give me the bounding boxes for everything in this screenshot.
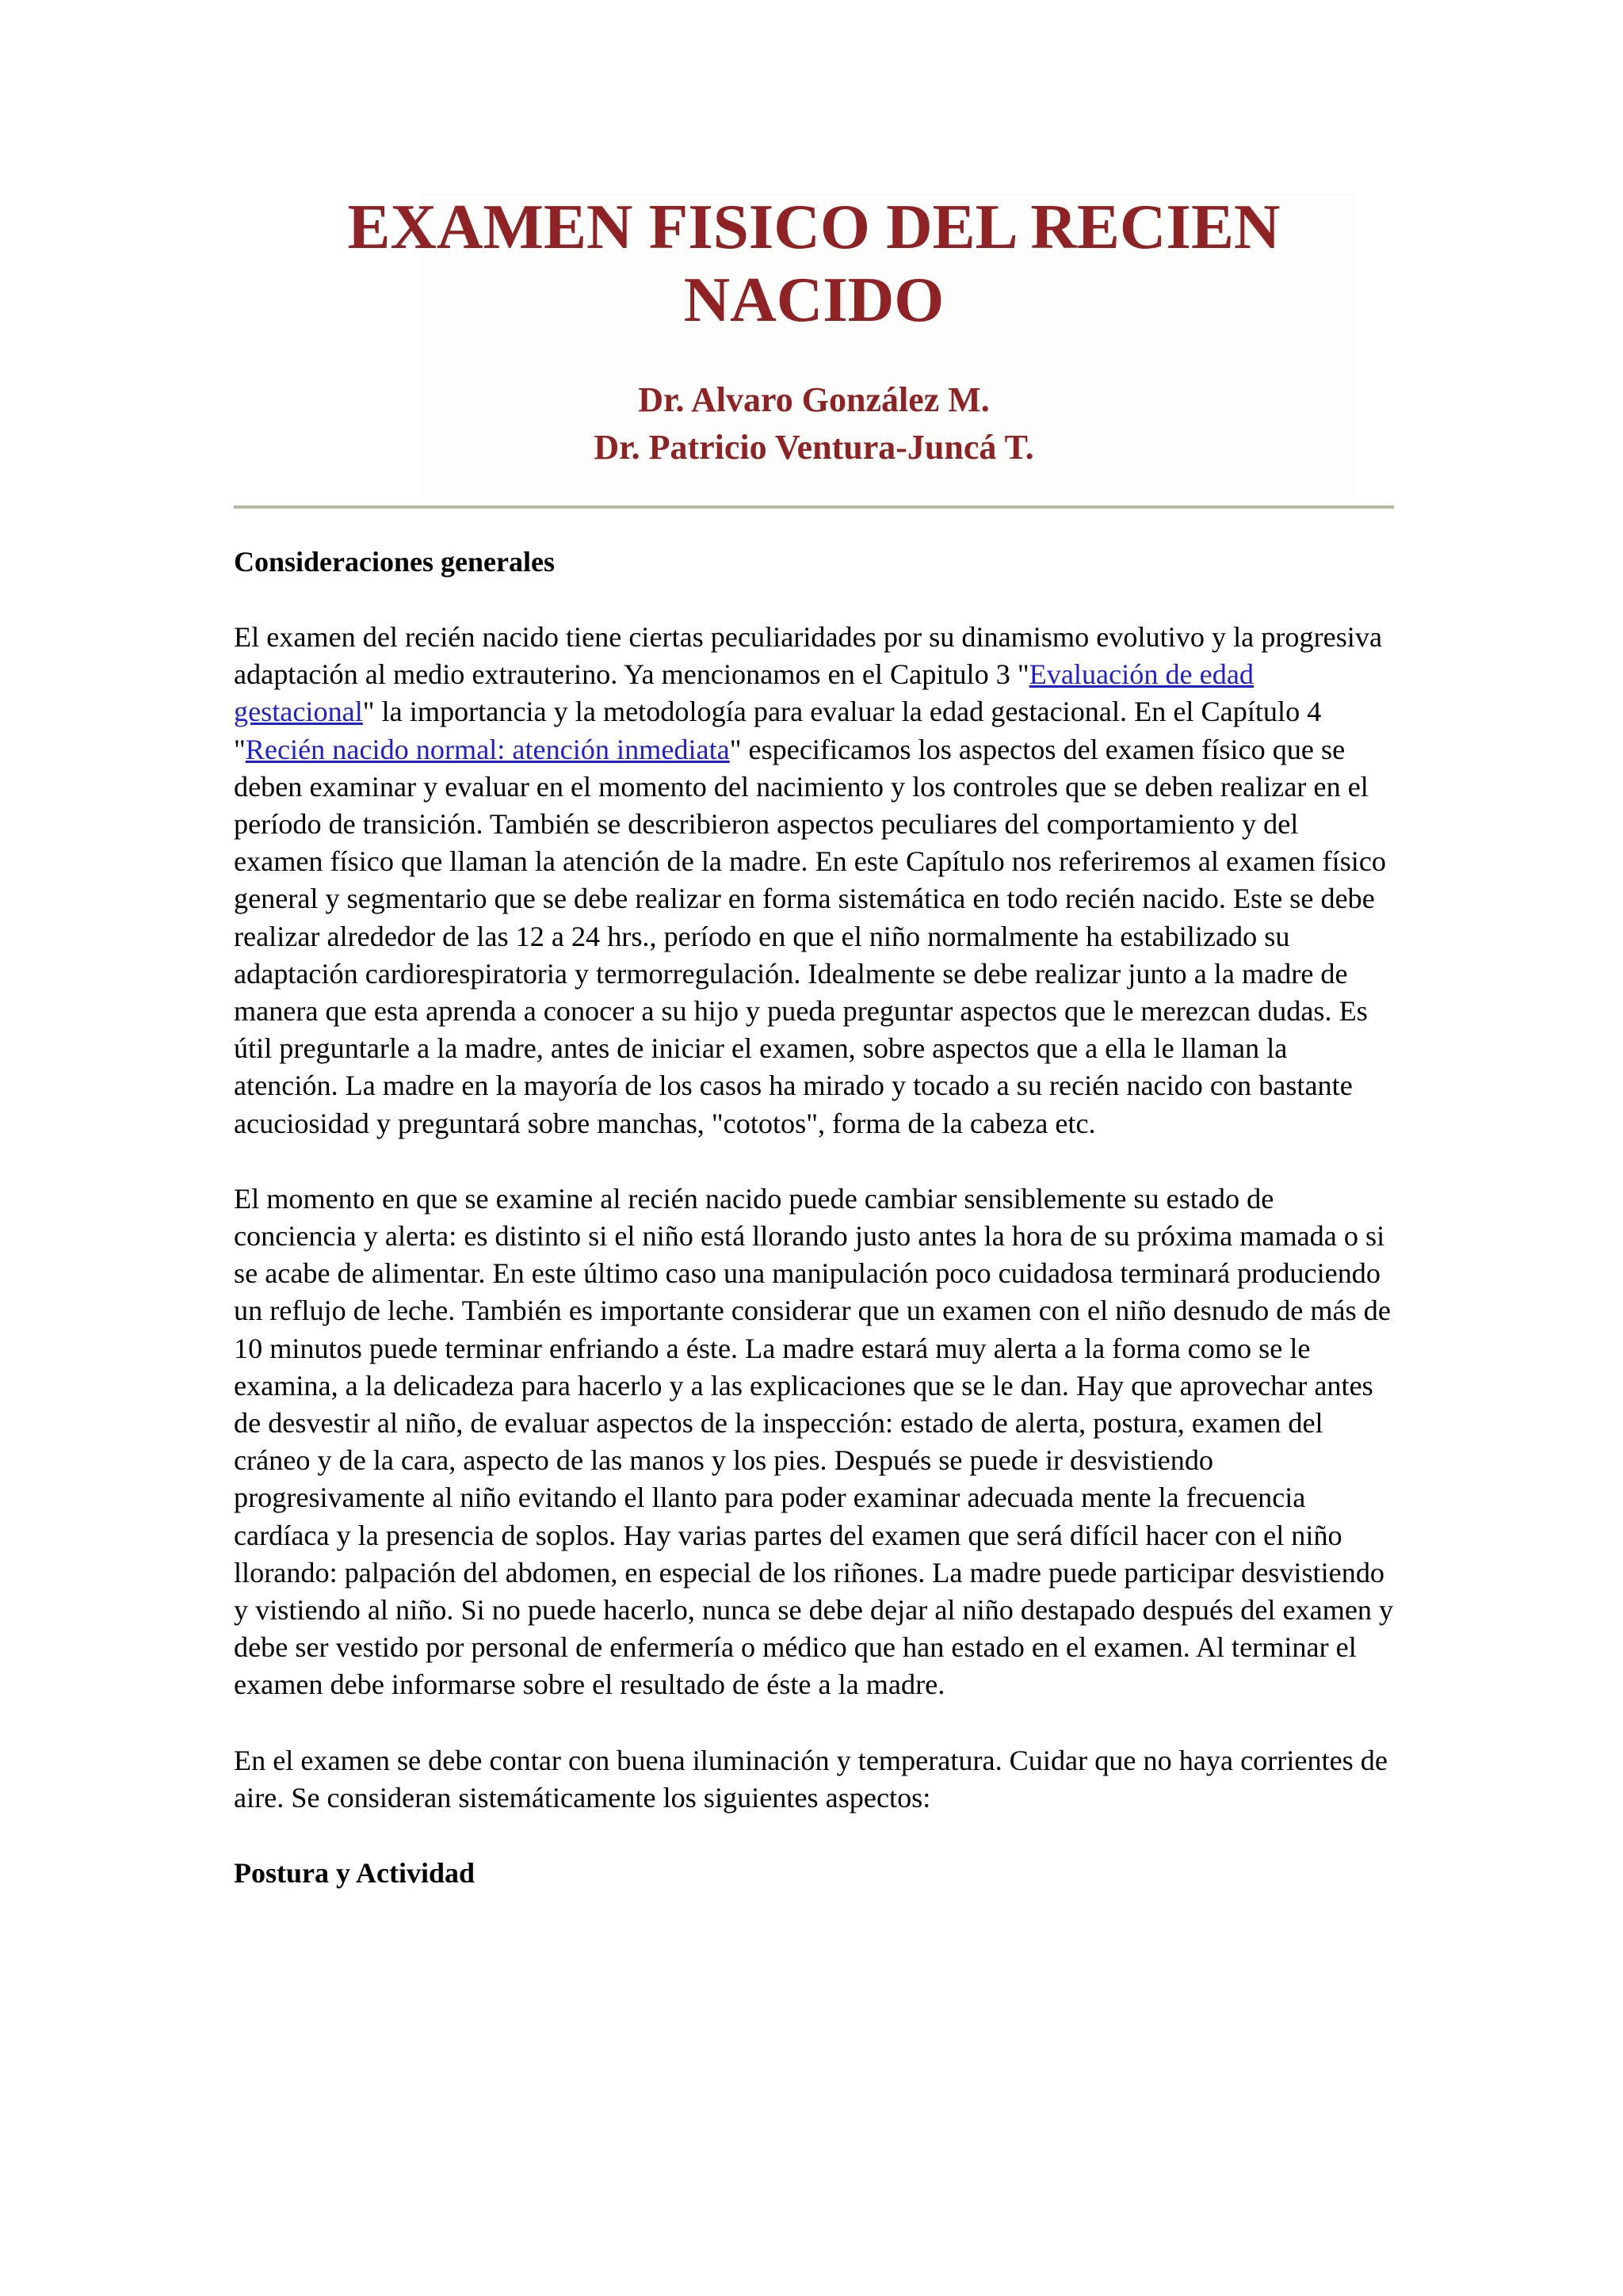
horizontal-divider [234, 505, 1394, 509]
section-heading: Consideraciones generales [234, 546, 555, 578]
page-title: EXAMEN FISICO DEL RECIEN NACIDO [347, 191, 1281, 335]
next-section-heading: Postura y Actividad [234, 1857, 475, 1890]
authors [234, 376, 1394, 471]
author-1: Dr. Alvaro González M. [638, 380, 990, 419]
paragraph-1-text-a: El examen del recién nacido tiene ciertas peculiaridades por su dinamismo evolutivo y la progresiva adaptación al medio extrauterino. Ya mencionamos en el Capitulo 3 " [234, 621, 1383, 691]
paragraph-3: En el examen se debe contar con buena iluminación y temperatura. Cuidar que no haya corrientes de aire. Se consideran sistemáticamente los siguientes aspectos: [234, 1744, 1388, 1814]
paragraph-1-text-b: " la importancia y la metodología para evaluar la edad gestacional. En el Capítulo 4 " [234, 696, 1322, 765]
paragraph-2: El momento en que se examine al recién nacido puede cambiar sensiblemente su estado de conciencia y alerta: es distinto si el niño está llorando justo antes la hora de su próxima mamada o si se acabe de alimentar. En este último caso una manipulación poco cuidadosa terminará produciendo un reflujo de leche. También es importante considerar que un examen con el niño desnudo de más de 10 minutos puede terminar enfriando a éste. La madre estará muy alerta a la forma como se le examina, a la delicadeza para hacerlo y a las explicaciones que se le dan. Hay que aprovechar antes de desvestir al niño, de evaluar aspectos de la inspección: estado de alerta, postura, examen del cráneo y de la cara, aspecto de las manos y los pies. Después se puede ir desvistiendo progresivamente al niño evitando el llanto para poder examinar adecuada mente la frecuencia cardíaca y la presencia de soplos. Hay varias partes del examen que será difícil hacer con el niño llorando: palpación del abdomen, en especial de los riñones. La madre puede participar desvistiendo y vistiendo al niño. Si no puede hacerlo, nunca se debe dejar al niño destapado después del examen y debe ser vestido por personal de enfermería o médico que han estado en el examen. Al terminar el examen debe informarse sobre el resultado de éste a la madre. [234, 1182, 1394, 1701]
author-2: Dr. Patricio Ventura-Juncá T. [594, 428, 1034, 467]
paragraph-1-text-c: " especificamos los aspectos del examen físico que se deben examinar y evaluar en el momento del nacimiento y los controles que se deben realizar en el período de transición. También se describieron aspectos peculiares del comportamiento y del examen físico que llaman la atención de la madre. En este Capítulo nos referiremos al examen físico general y segmentario que se debe realizar en forma sistemática en todo recién nacido. Este se debe realizar alrededor de las 12 a 24 hrs., período en que el niño normalmente ha estabilizado su adaptación cardiorespiratoria y termorregulación. Idealmente se debe realizar junto a la madre de manera que esta aprenda a conocer a su hijo y pueda preguntar aspectos que le merezcan dudas. Es útil preguntarle a la madre, antes de iniciar el examen, sobre aspectos que a ella le llaman la atención. La madre en la mayoría de los casos ha mirado y tocado a su recién nacido con bastante acuciosidad y preguntará sobre manchas, "cototos", forma de la cabeza etc. [234, 733, 1386, 1139]
link-evaluacion-edad-gestacional[interactable]: Evaluación de edad gestacional [234, 658, 1254, 728]
link-recien-nacido-normal[interactable]: Recién nacido normal: atención inmediata [245, 733, 730, 765]
document-content [234, 543, 1394, 1892]
paragraph-1 [234, 619, 1394, 1142]
